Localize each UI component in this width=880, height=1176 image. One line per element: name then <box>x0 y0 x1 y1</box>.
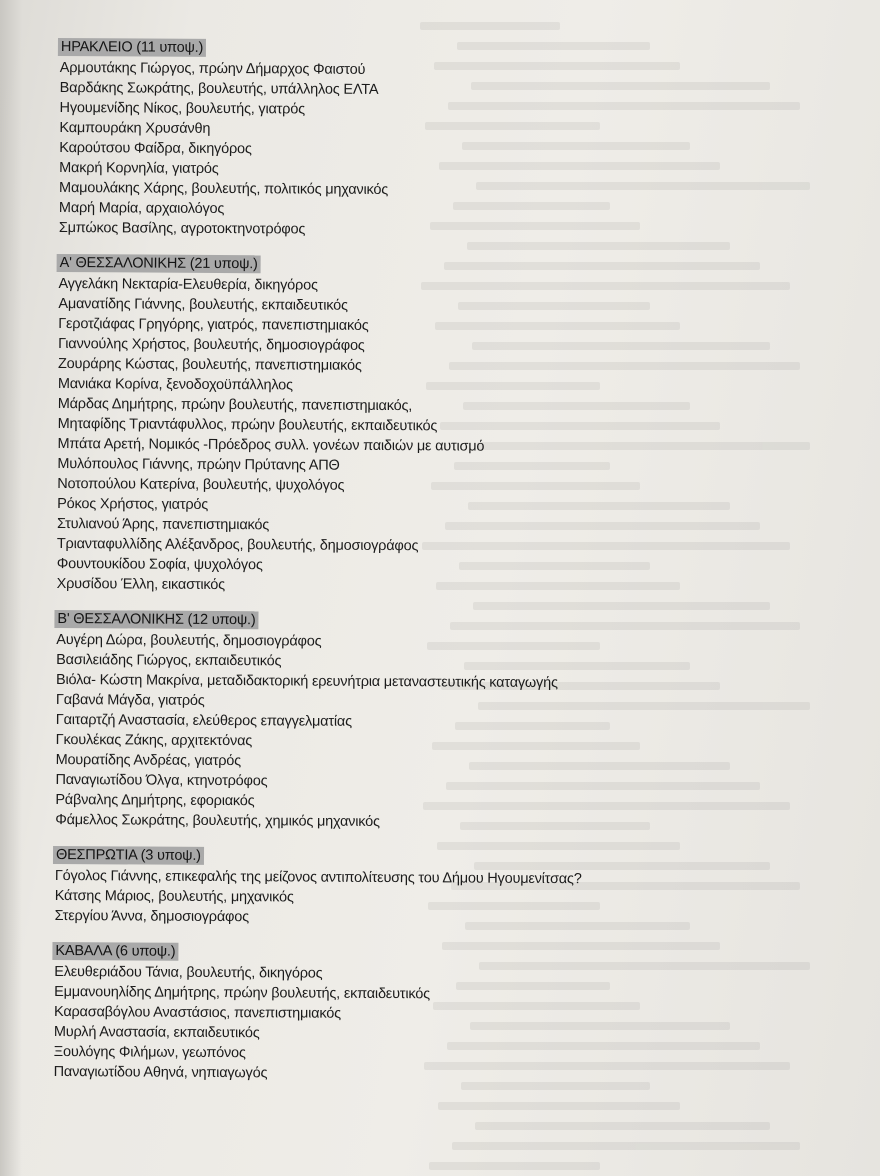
show-through-line <box>475 1122 770 1130</box>
candidate-entry: Μηταφίδης Τριαντάφυλλος, πρώην βουλευτής, εκπαιδευτικός <box>57 416 438 435</box>
candidate-entry: Αγγελάκη Νεκταρία-Ελευθερία, δικηγόρος <box>58 276 318 294</box>
constituency-section <box>55 254 757 598</box>
candidate-entry: Μυρλή Αναστασία, εκπαιδευτικός <box>53 1023 260 1042</box>
constituency-section <box>57 38 758 242</box>
candidate-entry: Αρμουτάκης Γιώργος, πρώην Δήμαρχος Φαιστού <box>59 60 366 78</box>
candidate-entry: Στεργίου Άννα, δημοσιογράφος <box>54 907 249 926</box>
candidate-entry: Παναγιωτίδου Όλγα, κτηνοτρόφος <box>55 771 268 790</box>
show-through-line <box>429 1162 600 1170</box>
candidate-entry: Φουντουκίδου Σοφία, ψυχολόγος <box>56 556 263 574</box>
candidate-entry: Ρόκος Χρήστος, γιατρός <box>57 496 209 513</box>
candidate-entry: Μαρή Μαρία, αρχαιολόγος <box>58 200 225 218</box>
candidate-entry: Ζουράρης Κώστας, βουλευτής, πανεπιστημιακός <box>57 356 362 374</box>
candidate-entry: Μακρή Κορνηλία, γιατρός <box>59 160 219 177</box>
candidate-entry: Χρυσίδου Έλλη, εικαστικός <box>56 576 225 594</box>
constituency-heading: Α' ΘΕΣΣΑΛΟΝΙΚΗΣ (21 υποψ.) <box>57 254 261 273</box>
candidate-entry: Μαμουλάκης Χάρης, βουλευτής, πολιτικός μηχανικός <box>59 180 389 199</box>
candidate-entry: Καρασαβόγλου Αναστάσιος, πανεπιστημιακός <box>54 1003 341 1022</box>
show-through-line <box>420 22 560 30</box>
candidate-entry: Μπάτα Αρετή, Νομικός -Πρόεδρος συλλ. γονέων παιδιών με αυτισμό <box>57 436 485 455</box>
candidate-entry: Τριανταφυλλίδης Αλέξανδρος, βουλευτής, δημοσιογράφος <box>56 536 419 555</box>
candidate-entry: Γόγολος Γιάννης, επικεφαλής της μείζονος αντιπολίτευσης του Δήμου Ηγουμενίτσας? <box>54 867 582 888</box>
candidate-entry: Γαιταρτζή Αναστασία, ελεύθερος επαγγελματίας <box>55 711 352 730</box>
constituency-section <box>53 846 753 930</box>
constituency-section <box>53 610 754 834</box>
constituency-section <box>52 942 753 1086</box>
candidate-entry: Στυλιανού Άρης, πανεπιστημιακός <box>56 516 270 534</box>
constituency-heading: ΘΕΣΠΡΩΤΙΑ (3 υποψ.) <box>53 846 204 865</box>
constituency-heading: ΗΡΑΚΛΕΙΟ (11 υποψ.) <box>58 38 206 57</box>
candidate-entry: Καρούτσου Φαίδρα, δικηγόρος <box>59 140 252 158</box>
candidate-entry: Βασιλειάδης Γιώργος, εκπαιδευτικός <box>56 652 282 670</box>
candidate-entry: Γαβανά Μάγδα, γιατρός <box>55 692 205 709</box>
page-edge-shadow <box>0 0 22 1176</box>
show-through-line <box>438 1102 680 1110</box>
constituency-heading: ΚΑΒΑΛΑ (6 υποψ.) <box>52 942 178 961</box>
candidate-entry: Ξουλόγης Φιλήμων, γεωπόνος <box>53 1043 246 1062</box>
candidate-entry: Ηγουμενίδης Νίκος, βουλευτής, γιατρός <box>59 100 305 118</box>
candidate-entry: Αμανατίδης Γιάννης, βουλευτής, εκπαιδευτικός <box>58 296 348 314</box>
candidate-entry: Γκουλέκας Ζάκης, αρχιτεκτόνας <box>55 731 253 750</box>
candidate-entry: Φάμελλος Σωκράτης, βουλευτής, χημικός μηχανικός <box>55 811 380 830</box>
show-through-line <box>452 1142 800 1150</box>
candidate-entry: Νοτοπούλου Κατερίνα, βουλευτής, ψυχολόγος <box>57 476 345 494</box>
candidate-entry: Μανιάκα Κορίνα, ξενοδοχοϋπάλληλος <box>57 376 293 394</box>
candidate-entry: Μυλόπουλος Γιάννης, πρώην Πρύτανης ΑΠΘ <box>57 456 340 474</box>
candidate-entry: Παναγιωτίδου Αθηνά, νηπιαγωγός <box>53 1063 268 1082</box>
candidate-entry: Βιόλα- Κώστη Μακρίνα, μεταδιδακτορική ερευνήτρια μεταναστευτικής καταγωγής <box>56 672 558 692</box>
candidate-entry: Γεροτζιάφας Γρηγόρης, γιατρός, πανεπιστημιακός <box>58 316 369 334</box>
candidate-entry: Καμπουράκη Χρυσάνθη <box>59 120 211 137</box>
candidate-entry: Ράβναλης Δημήτρης, εφοριακός <box>55 791 255 810</box>
candidate-entry: Ελευθεριάδου Τάνια, βουλευτής, δικηγόρος <box>54 963 323 982</box>
constituency-heading: Β' ΘΕΣΣΑΛΟΝΙΚΗΣ (12 υποψ.) <box>54 610 258 629</box>
candidate-entry: Γιαννούλης Χρήστος, βουλευτής, δημοσιογράφος <box>58 336 365 354</box>
candidate-entry: Εμμανουηλίδης Δημήτρης, πρώην βουλευτής, εκπαιδευτικός <box>54 983 430 1003</box>
candidate-entry: Μουρατίδης Ανδρέας, γιατρός <box>55 751 241 770</box>
candidate-list <box>52 38 758 1102</box>
candidate-entry: Βαρδάκης Σωκράτης, βουλευτής, υπάλληλος ΕΛΤΑ <box>59 80 379 98</box>
candidate-entry: Κάτσης Μάριος, βουλευτής, μηχανικός <box>54 887 294 906</box>
candidate-entry: Μάρδας Δημήτρης, πρώην βουλευτής, πανεπιστημιακός, <box>57 396 413 415</box>
candidate-entry: Αυγέρη Δώρα, βουλευτής, δημοσιογράφος <box>56 632 322 650</box>
candidate-entry: Σμπώκος Βασίλης, αγροτοκτηνοτρόφος <box>58 220 306 238</box>
